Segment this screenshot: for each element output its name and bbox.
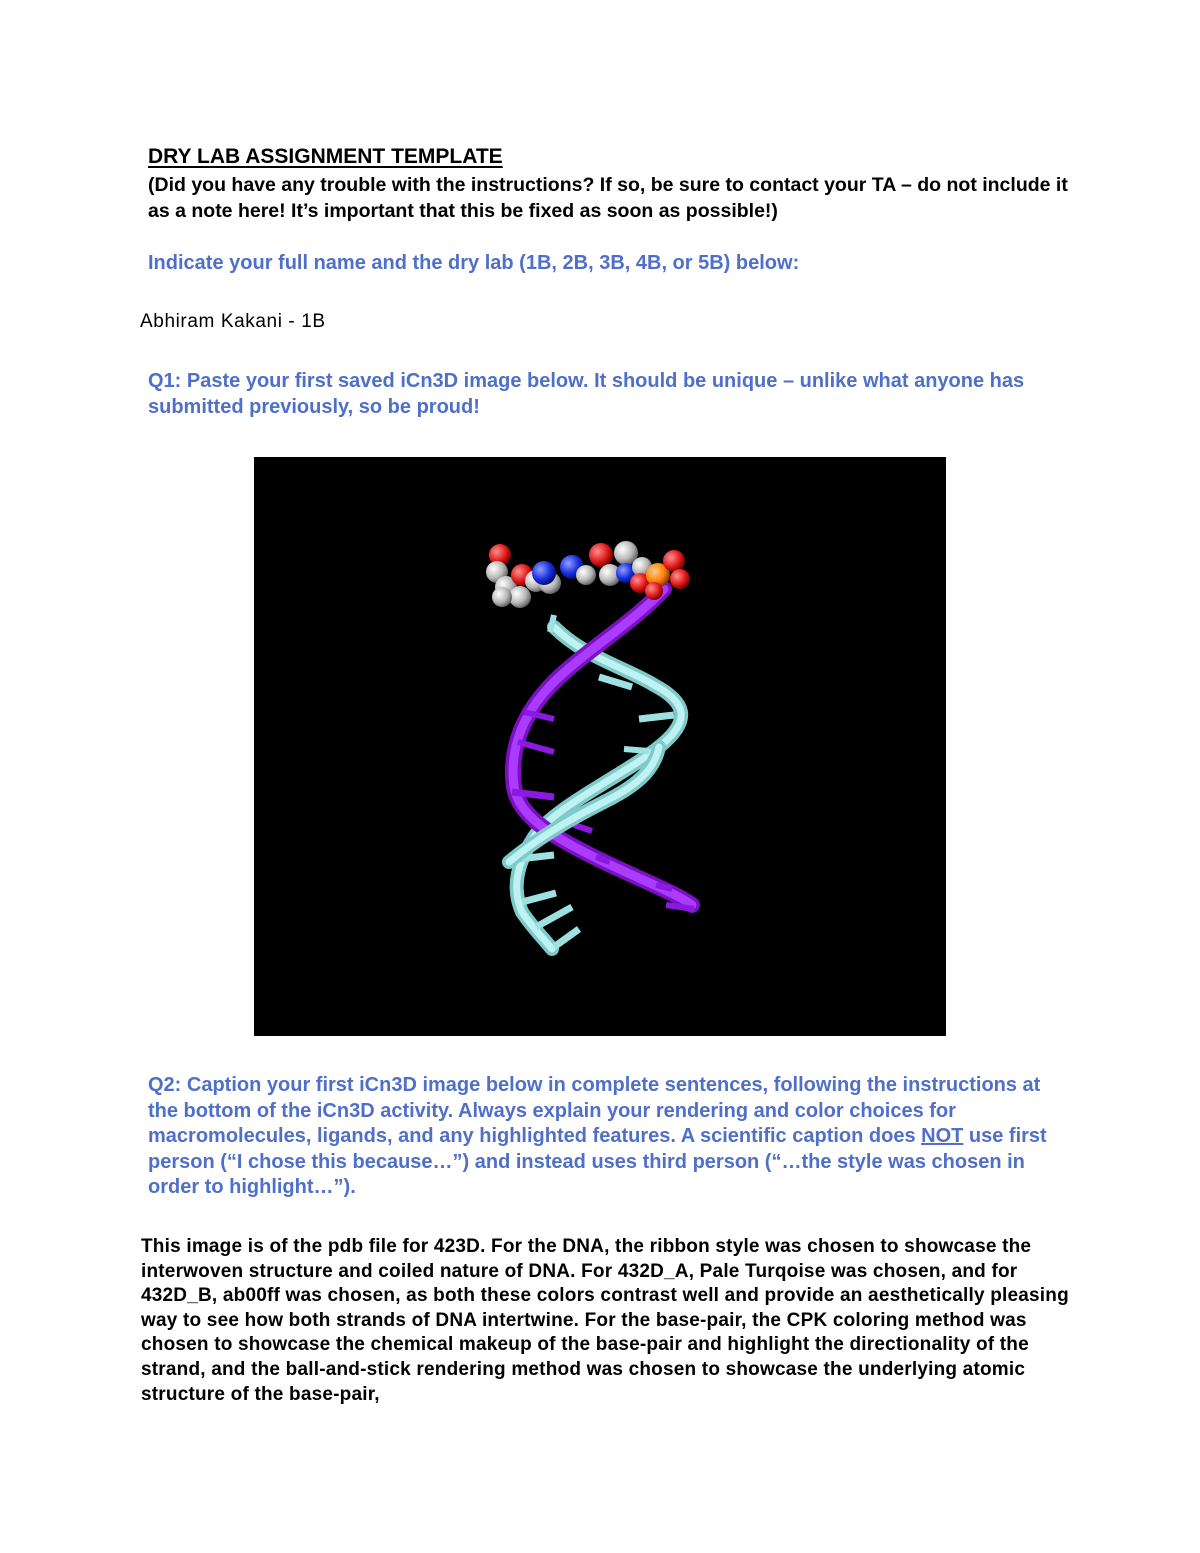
q2-prompt-text-end: use first person (“I chose this because…”) and instead uses third person (“…the style was chosen in order to highlight…”).: [148, 1125, 1047, 1198]
instructions-note: (Did you have any trouble with the instructions? If so, be sure to contact your TA – do not include it as a note here! It’s important that this be fixed as soon as possible!): [148, 174, 1068, 222]
q2-prompt-emphasis: NOT: [921, 1125, 964, 1147]
q1-prompt: Q1: Paste your first saved iCn3D image below. It should be unique – unlike what anyone has submitted previously, so be proud!: [148, 370, 1025, 418]
icn3d-image: [254, 457, 946, 1036]
q2-prompt-text: Q2: Caption your first iCn3D image below in complete sentences, following the instructions at the bottom of the iCn3D activity. Always explain your rendering and color choices for macromolecules, ligands, and any highlighted features. A scientific caption does: [148, 1074, 1041, 1147]
q2-prompt: [148, 1073, 1063, 1201]
dna-double-helix-icon: [254, 457, 946, 1036]
document-title: DRY LAB ASSIGNMENT TEMPLATE: [148, 145, 503, 168]
name-prompt: Indicate your full name and the dry lab (1B, 2B, 3B, 4B, or 5B) below:: [148, 252, 800, 274]
student-name-answer: Abhiram Kakani - 1B: [140, 311, 326, 332]
caption-answer: This image is of the pdb file for 423D. For the DNA, the ribbon style was chosen to showcase the interwoven structure and coiled nature of DNA. For 432D_A, Pale Turqoise was chosen, and for 432D_B, ab00ff was chosen, as both these colors contrast well and provide an aesthetically pleasing way to see how both strands of DNA intertwine. For the base-pair, the CPK coloring method was chosen to showcase the chemical makeup of the base-pair and highlight the directionality of the strand, and the ball-and-stick rendering method was chosen to showcase the underlying atomic structure of the base-pair,: [141, 1236, 1069, 1405]
